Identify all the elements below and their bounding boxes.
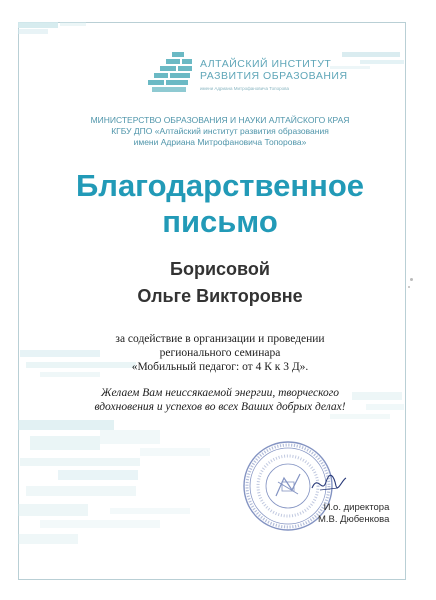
- recipient-name: Ольге Викторовне: [137, 286, 303, 306]
- ministry-line1: МИНИСТЕРСТВО ОБРАЗОВАНИЯ И НАУКИ АЛТАЙСКОГО КРАЯ: [90, 115, 350, 125]
- ministry-line2: КГБУ ДПО «Алтайский институт развития образования: [111, 126, 329, 136]
- signature-block: [318, 502, 389, 526]
- handwritten-signature-icon: [308, 470, 350, 498]
- gratitude-line1: за содействие в организации и проведении: [115, 333, 325, 345]
- wish-line2: вдохновения и успехов во всех Ваших добрых делах!: [94, 401, 346, 413]
- institute-logo-icon: [148, 52, 196, 96]
- institute-name: [200, 58, 348, 82]
- scan-speck: [408, 286, 410, 288]
- gratitude-line2: регионального семинара: [159, 347, 281, 359]
- ministry-block: [80, 115, 360, 148]
- wish-line1: Желаем Вам неиссякаемой энергии, творческого: [100, 387, 340, 399]
- scan-speck: [410, 278, 413, 281]
- title-line1: Благодарственное: [75, 168, 365, 203]
- signature-position: И.о. директора: [323, 502, 390, 513]
- institute-name-line2: РАЗВИТИЯ ОБРАЗОВАНИЯ: [200, 70, 348, 82]
- gratitude-text: [60, 332, 380, 374]
- title-line2: письмо: [162, 204, 278, 239]
- ministry-line3: имени Адриана Митрофановича Топорова»: [133, 137, 307, 147]
- signature-name: М.В. Дюбенкова: [318, 514, 390, 525]
- institute-subline: имени Адриана Митрофановича Топорова: [200, 86, 289, 91]
- gratitude-line3: «Мобильный педагог: от 4 К к 3 Д».: [131, 361, 309, 373]
- wish-text: [40, 386, 400, 414]
- recipient-surname: Борисовой: [170, 259, 270, 279]
- institute-name-line1: АЛТАЙСКИЙ ИНСТИТУТ: [200, 58, 332, 70]
